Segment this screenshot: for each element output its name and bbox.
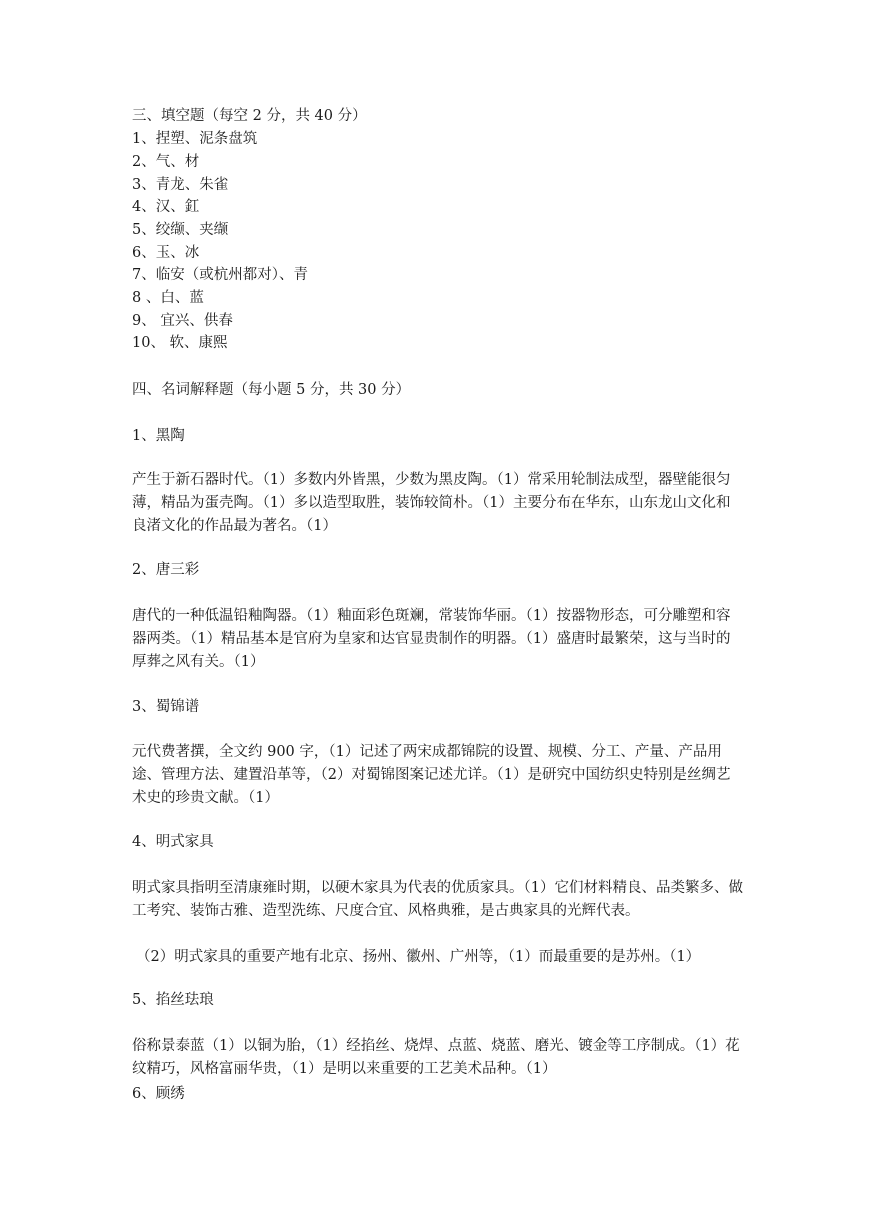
- term-title-3: 3、蜀锦谱: [132, 699, 200, 715]
- term-section-heading: 四、名词解释题（每小题 5 分，共 30 分）: [132, 382, 411, 398]
- term-definition-5: 俗称景泰蓝（1）以铜为胎，（1）经掐丝、烧焊、点蓝、烧蓝、磨光、镀金等工序制成。（1）花纹精巧，风格富丽华贵，（1）是明以来重要的工艺美术品种。（1）: [132, 1038, 740, 1077]
- fill-answer-7: 7、临安（或杭州都对）、青: [132, 267, 308, 283]
- fill-answer-3: 3、青龙、朱雀: [132, 177, 229, 193]
- fill-answer-1: 1、捏塑、泥条盘筑: [132, 131, 258, 147]
- term-definition-4-continued: （2）明式家具的重要产地有北京、扬州、徽州、广州等，（1）而最重要的是苏州。（1）: [136, 949, 701, 965]
- term-title-4: 4、明式家具: [132, 834, 214, 850]
- term-definition-1: 产生于新石器时代。（1）多数内外皆黑，少数为黑皮陶。（1）常采用轮制法成型，器壁能很匀薄，精品为蛋壳陶。（1）多以造型取胜，装饰较简朴。（1）主要分布在华东，山东龙山文化和良渚文化的作品最为著名。（1）: [132, 472, 731, 534]
- term-definition-4: 明式家具指明至清康雍时期，以硬木家具为代表的优质家具。（1）它们材料精良、品类繁多、做工考究、装饰古雅、造型洗练、尺度合宜、风格典雅，是古典家具的光辉代表。: [132, 880, 743, 919]
- fill-section-heading: 三、填空题（每空 2 分，共 40 分）: [132, 108, 367, 124]
- term-title-6: 6、顾绣: [132, 1086, 185, 1102]
- term-title-2: 2、唐三彩: [132, 562, 200, 578]
- fill-answer-4: 4、汉、釭: [132, 199, 200, 215]
- term-title-1: 1、黑陶: [132, 428, 185, 444]
- fill-answer-10: 10、 软、康熙: [132, 335, 228, 351]
- fill-answer-2: 2、气、材: [132, 154, 200, 170]
- fill-answer-6: 6、玉、冰: [132, 245, 200, 261]
- term-definition-2: 唐代的一种低温铅釉陶器。（1）釉面彩色斑斓，常装饰华丽。（1）按器物形态，可分雕塑和容器两类。（1）精品基本是官府为皇家和达官显贵制作的明器。（1）盛唐时最繁荣，这与当时的厚葬之风有关。（1）: [132, 608, 731, 670]
- fill-answer-8: 8 、白、蓝: [132, 290, 204, 306]
- fill-answer-9: 9、 宜兴、供春: [132, 313, 233, 329]
- fill-answer-5: 5、绞缬、夹缬: [132, 222, 229, 238]
- term-title-5: 5、掐丝珐琅: [132, 992, 214, 1008]
- term-definition-3: 元代费著撰，全文约 900 字，（1）记述了两宋成都锦院的设置、规模、分工、产量、产品用途、管理方法、建置沿革等，（2）对蜀锦图案记述尤详。（1）是研究中国纺织史特别是丝绸艺术史的珍贵文献。（1）: [132, 744, 731, 806]
